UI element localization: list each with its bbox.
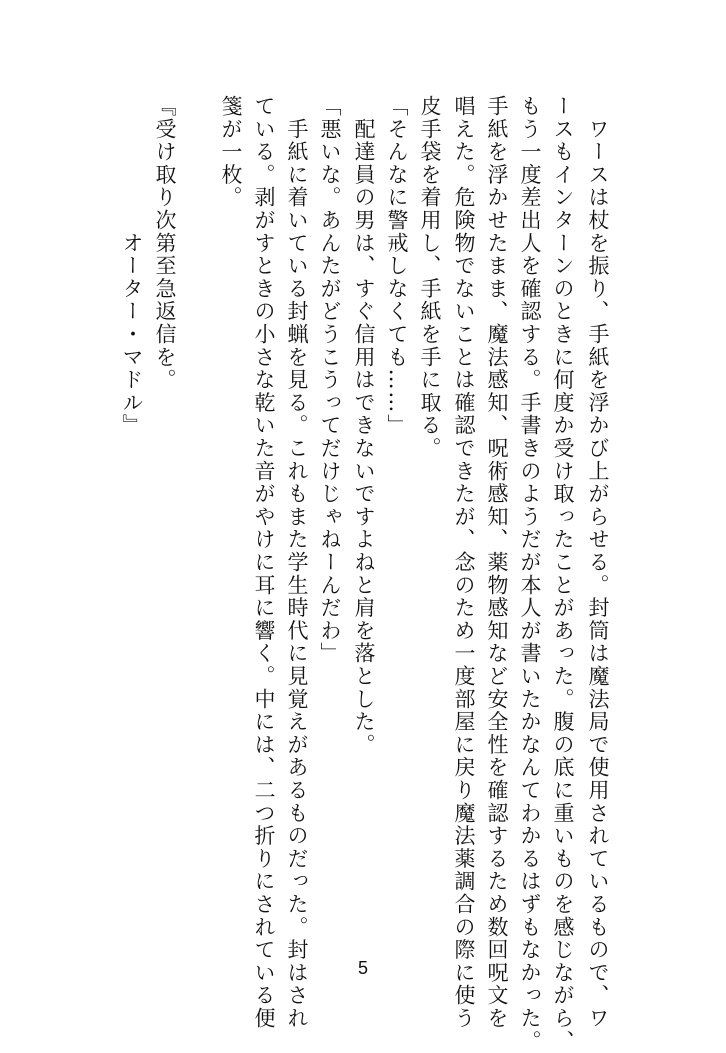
letter-line-2: オーター・マドル』 xyxy=(120,95,144,437)
text-line-8: 配達員の男は、すぐ信用はできないですよねと肩を落とした。 xyxy=(352,95,376,757)
dialogue-line-2: 「悪いな。あんたがどうこうってだけじゃねーんだわ」 xyxy=(318,95,342,665)
dialogue-line-1: 「そんなに警戒しなくても……」 xyxy=(385,95,409,437)
letter-line-1: 『受け取り次第至急返信を。 xyxy=(153,95,177,392)
text-line-6: 皮手袋を着用し、手紙を手に取る。 xyxy=(418,95,442,460)
page-number: 5 xyxy=(357,958,368,978)
text-line-3: もう一度差出人を確認する。手書きのようだが本人が書いたかなんてわかるはずもなかった。 xyxy=(518,95,542,1053)
text-line-10: 手紙に着いている封蝋を見る。これもまた学生時代に見覚えがあるものだった。封はされ xyxy=(285,95,309,1030)
text-line-11: ている。剥がすときの小さな乾いた音がやけに耳に響く。中には、二つ折りにされている便 xyxy=(252,95,276,1030)
text-line-4: 手紙を浮かせたまま、魔法感知、呪術感知、薬物感知など安全性を確認するため数回呪文を xyxy=(485,95,509,1030)
text-line-5: 唱えた。危険物でないことは確認できたが、念のため一度部屋に戻り魔法薬調合の際に使う xyxy=(452,95,476,1030)
text-line-12: 箋が一枚。 xyxy=(219,95,243,209)
text-line-1: ワースは杖を振り、手紙を浮かび上がらせる。封筒は魔法局で使用されているもので、ワ xyxy=(586,95,610,1030)
text-line-2: ースもインターンのときに何度か受け取ったことがあった。腹の底に重いものを感じながら、 xyxy=(551,95,575,1053)
